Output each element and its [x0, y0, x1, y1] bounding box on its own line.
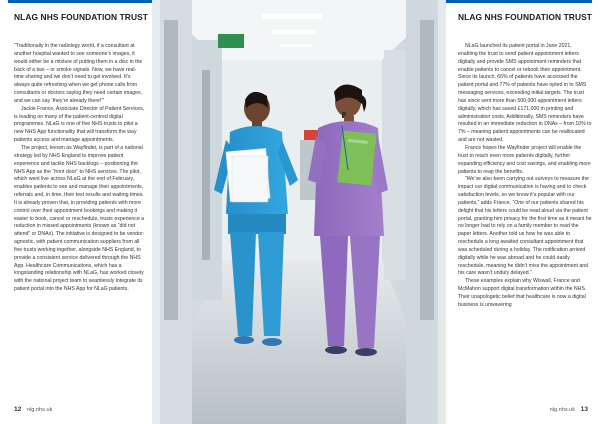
paragraph: France hopes the Wayfinder project will enable the trust to reach even more patients digitally, further expanding efficiency and cost savings, and enabling more patients to reap the benefits.: [458, 144, 591, 175]
left-page: [0, 0, 152, 424]
accent-bar: [8, 0, 152, 3]
right-page: [446, 0, 600, 424]
paragraph: “We’ve also been carrying out surveys to measure the impact our digital communication is having and to check satisfaction levels, so we know it’s popular with our patients,” adds France. “One of our patients shared his delight that his letters could be read aloud via the patient portal, granting him privacy for the first time as it meant he no longer had to rely on a family member to read the paper letters. Another told us how he was able to reschedule a long awaited consultant appointment that was scheduled during a holiday. The notification arrived digitally while he was abroad and he could easily reschedule, meaning he didn’t miss the appointment and his care wasn’t unduly delayed.”: [458, 176, 592, 277]
page-number: 13: [580, 406, 588, 413]
paragraph: These examples explain why Wiswall, France and McMahon support digital transformation within the NHS. Their unapologetic belief that healthcare is now a digital business is unwavering: [458, 278, 587, 308]
footer-url: nlg.nhs.uk: [26, 407, 53, 413]
page-footer: [14, 406, 52, 413]
hospital-corridor-photo: [152, 0, 446, 424]
paragraph: Jackie France, Associate Director of Patient Services, is leading on many of the patient-centred digital programmes. NLaG is one of five NHS trusts to pilot a new NHS App functionality that will transform the way patients access and manage appointments.: [14, 105, 145, 144]
page-footer: [550, 406, 588, 413]
article-body-right: [458, 43, 592, 310]
footer-url: nlg.nhs.uk: [549, 407, 576, 413]
accent-bar: [446, 0, 592, 3]
page-header-title: NLAG NHS FOUNDATION TRUST: [458, 12, 593, 22]
paragraph: “Traditionally in the radiology world, if a consultant at another hospital wanted to see someone’s images, it would either be a mixture of putting them in a disc in the back of a taxi – or smoke signals. Now, we have real-time sharing and we don’t need to get involved. It’s always quite refreshing when we get phone calls from consultants or doctors saying they need certain images, and we can say ‘they’re already there!’”: [14, 43, 143, 104]
paragraph: NLaG launched its patient portal in June 2021, enabling the trust to send patient appointment letters digitally and provide SMS appointment reminders that enable patients to cancel or rebook their appointment. Since its launch, 66% of patients have accessed the patient portal and 77% of patients have opted in to SMS messaging services, exceeding initial targets. The trust has since sent more than 500,000 appointment letters digitally, which has saved £171,000 in printing and administration costs. Additionally, SMS reminders have resulted in an immediate reduction in DNAs – from 10% to 7% – meaning patient appointments can be reallocated and are not wasted.: [458, 43, 592, 144]
article-body-left: [14, 43, 146, 294]
paragraph: The project, known as Wayfinder, is part of a national strategy led by NHS England to improve patient experience and tackle NHS backlogs – positioning the NHS App as the “front door” to NHS services. The pilot, which went live across NLaG at the end of February, enables patients to see and manage their appointments, referrals and, in time, their test results and waiting times. It is already proven that, in providing patients with more control over their appointment bookings and making it easier to book, cancel or reschedule, trusts experience a reduction in missed appointments (known as “did not attend” or DNAs). The initiative is designed to be vendor-agnostic, with patient communication suppliers from all five trusts working together, alongside NHS England, to provide a consistent service delivered through the NHS App. Healthcare Communications, which has a longstanding relationship with NLaG, has worked closely with the national project team to seamlessly integrate its patient portal into the NHS App for NLaG patients.: [14, 144, 145, 293]
page-number: 12: [14, 406, 22, 413]
page-header-title: NLAG NHS FOUNDATION TRUST: [14, 12, 149, 22]
